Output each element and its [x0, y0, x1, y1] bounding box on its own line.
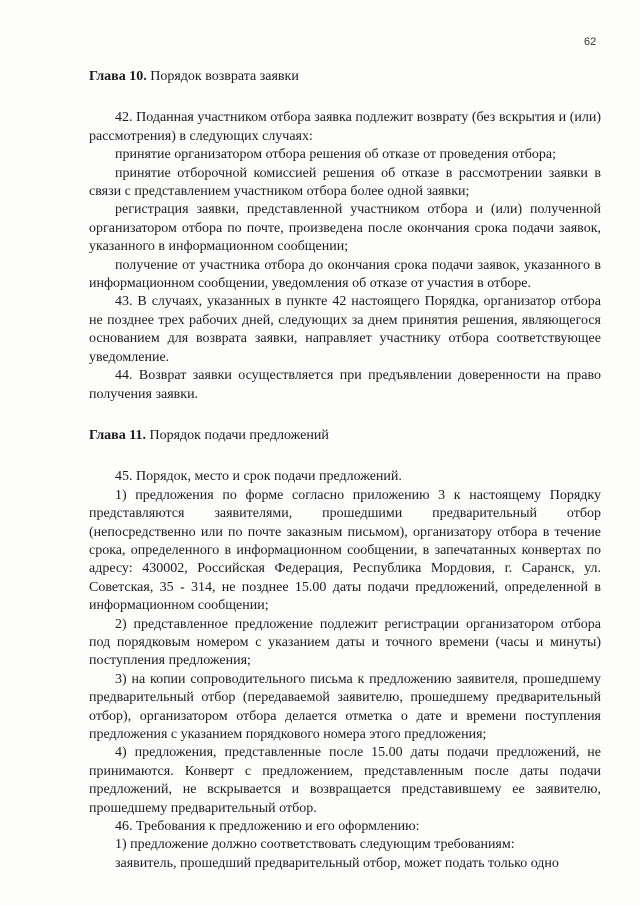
paragraph-46-1: 1) предложение должно соответствовать следующим требованиям:: [115, 837, 515, 853]
page-number: 62: [584, 36, 597, 48]
list-item-commission-decision: принятие отборочной комиссией решения об отказе в рассмотрении заявки в связи с представлением участником отбора более одной заявки;: [89, 165, 601, 200]
list-item-late-registration: регистрация заявки, представленной участником отбора и (или) полученной организатором отбора по почте, произведена после окончания срока подачи заявок, указанного в информационном сообщении;: [89, 202, 601, 255]
paragraph-45: 45. Порядок, место и срок подачи предложений.: [115, 469, 402, 485]
paragraph-44: 44. Возврат заявки осуществляется при предъявлении доверенности на право получения заявки.: [89, 368, 601, 402]
paragraph-46: 46. Требования к предложению и его оформлению:: [115, 819, 420, 835]
paragraph-43: 43. В случаях, указанных в пункте 42 настоящего Порядка, организатор отбора не позднее трех рабочих дней, следующих за днем принятия решения, являющегося основанием для возврата заявки, направляет участнику отбора соответствующее уведомление.: [89, 294, 601, 365]
paragraph-45-4: 4) предложения, представленные после 15.00 даты подачи предложений, не принимаются. Конверт с предложением, представленным после даты подачи предложений, не вскрывается и возвращается представившему ее заявителю, прошедшему предварительный отбор.: [89, 745, 601, 816]
chapter-11-title: Порядок подачи предложений: [145, 427, 329, 443]
list-item-withdrawal-notice: получение от участника отбора до окончания срока подачи заявок, указанного в информационном сообщении, уведомления об отказе от участия в отборе.: [89, 257, 601, 292]
paragraph-46-continued: заявитель, прошедший предварительный отбор, может подать только одно: [115, 855, 559, 871]
chapter-11-heading: [89, 427, 601, 445]
chapter-10-heading: [89, 68, 601, 86]
list-item-refusal: принятие организатором отбора решения об отказе от проведения отбора;: [115, 147, 556, 163]
chapter-10-number: Глава 10.: [89, 69, 147, 84]
paragraph-45-2: 2) представленное предложение подлежит регистрации организатором отбора под порядковым номером с указанием даты и точного времени (часы и минуты) поступления предложения;: [89, 616, 601, 669]
paragraph-45-1: 1) предложения по форме согласно приложению 3 к настоящему Порядку представляются заявителями, прошедшими предварительный отбор (непосредственно или по почте заказным письмом), организатору отбора в течение срока, определенного в информационном сообщении, в запечатанных конвертах по адресу: 430002, Российская Федерация, Республика Мордовия, г. Саранск, ул. Советская, 35 - 314, не позднее 15.00 даты подачи предложений, определенной в информационном сообщении;: [89, 487, 601, 614]
chapter-11-number: Глава 11.: [89, 427, 146, 443]
page-content: [89, 68, 601, 873]
paragraph-42: 42. Поданная участником отбора заявка подлежит возврату (без вскрытия и (или) рассмотрения) в следующих случаях:: [89, 110, 601, 144]
paragraph-45-3: 3) на копии сопроводительного письма к предложению заявителя, прошедшему предварительный отбор (передаваемой заявителю, прошедшему предварительный отбор), организатором отбора делается отметка о дате и времени поступления предложения с указанием порядкового номера этого предложения;: [89, 671, 601, 742]
chapter-10-title: Порядок возврата заявки: [146, 69, 299, 84]
